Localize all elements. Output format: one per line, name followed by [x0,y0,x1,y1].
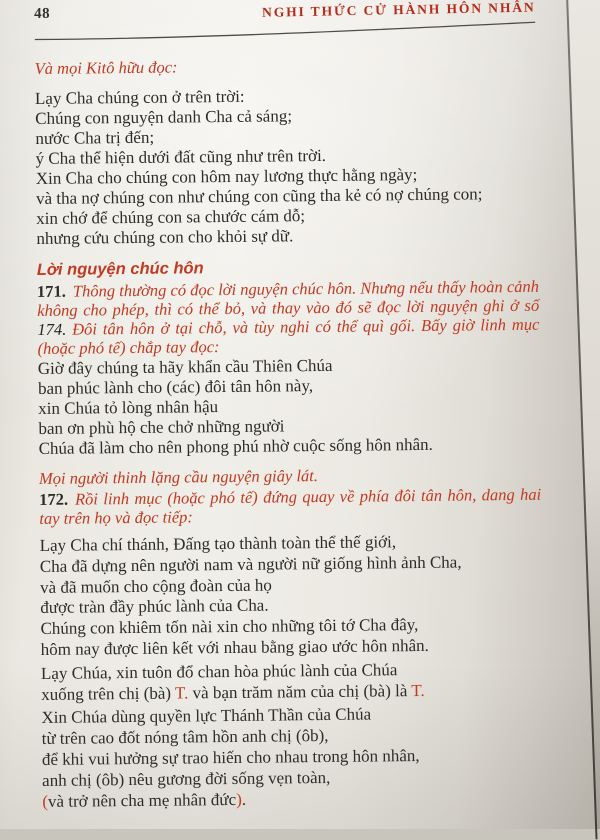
section-heading: Lời nguyện chúc hôn [36,259,204,279]
rubric-intro: Và mọi Kitô hữu đọc: [34,57,178,78]
paragraph-172-text: Rồi linh mục (hoặc phó tế) đứng quay về phía đôi tân hôn, dang hai tay trên họ và đọc tiếp: [39,484,542,528]
prayer-line: Lạy Cha chúng con ở trên trời: [34,86,245,108]
prayer-line: Chúng con khiêm tốn nài xin cho những tôi tớ Cha đây, [40,615,419,639]
nuptial-blessing [40,531,545,813]
rubric-silence: Mọi người thinh lặng cầu nguyện giây lát. [38,466,319,488]
lords-prayer [35,84,539,249]
prayer-line: Cha đã dựng nên người nam và người nữ giống hình ảnh Cha, [39,552,462,576]
page-content [34,1,544,813]
running-title: NGHI THỨC CỬ HÀNH HÔN NHÂN [262,0,537,20]
prayer-line: nhưng cứu chúng con cho khỏi sự dữ. [36,226,294,248]
paragraph-172-number: 172. [39,489,69,509]
prayer-line: ban ơn phù hộ che chở những người [38,416,285,438]
prayer-line: từ trên cao đốt nóng tâm hồn anh chị (ôb), [41,726,329,749]
prayer-line: xin chớ để chúng con sa chước cám dỗ; [36,206,306,228]
prayer-line: Chúng con nguyện danh Cha cả sáng; [35,106,293,128]
page-number: 48 [34,5,51,22]
prayer-line: xuống trên chị (bà) T. và bạn trăm năm của chị (bà) là T. [41,680,425,704]
prayer-line: xin Chúa tỏ lòng nhân hậu [38,397,219,418]
prayer-line: và tha nợ chúng con như chúng con cũng tha kẻ có nợ chúng con; [35,184,483,208]
page-header [34,1,536,23]
prayer-line: Xin Chúa dùng quyền lực Thánh Thần của Chúa [41,704,372,728]
header-rule [34,21,536,41]
prayer-line: và đã muốn cho cộng đoàn của họ [39,575,272,597]
prayer-line: nước Cha trị đến; [35,127,155,148]
prayer-line: ý Cha thể hiện dưới đất cũng như trên trời. [35,145,327,168]
prayer-line: để khi vui hưởng sự trao hiến cho nhau trong hôn nhân, [41,745,420,769]
paragraph-171 [37,277,540,358]
prayer-line: Lạy Chúa, xin tuôn đổ chan hòa phúc lành của Chúa [40,660,398,683]
prayer-line: Lạy Cha chí thánh, Đấng tạo thành toàn thể thế giới, [39,532,397,555]
prayer-line: Giờ đây chúng ta hãy khẩn cầu Thiên Chúa [37,355,333,378]
paragraph-171-text: Thông thường có đọc lời nguyện chúc hôn. Nhưng nếu thấy hoàn cảnh không cho phép, thì có thể bỏ, và thay vào đó sẽ đọc lời nguyện ghi ở số 174. Đôi tân hôn ở tại chỗ, và tùy nghi có thể quì gối. Bấy giờ linh mục (hoặc phó tế) chắp tay đọc: [37,276,540,358]
prayer-line: Xin Cha cho chúng con hôm nay lương thực hằng ngày; [35,164,418,188]
prayer-line: anh chị (ôb) nêu gương đời sống vẹn toàn, [42,767,331,790]
paragraph-171-number: 171. [36,281,66,301]
blessing-invitation [38,354,541,459]
prayer-line: Chúa đã làm cho nên phong phú nhờ cuộc sống hôn nhân. [38,434,433,458]
prayer-line: ban phúc lành cho (các) đôi tân hôn này, [37,376,314,398]
prayer-line: (và trở nên cha mẹ nhân đức). [42,789,247,811]
prayer-line: hôm nay được liên kết với nhau bằng giao ước hôn nhân. [40,635,429,659]
paragraph-172 [39,485,541,528]
prayer-line: được tràn đầy phúc lành của Cha. [40,595,269,618]
